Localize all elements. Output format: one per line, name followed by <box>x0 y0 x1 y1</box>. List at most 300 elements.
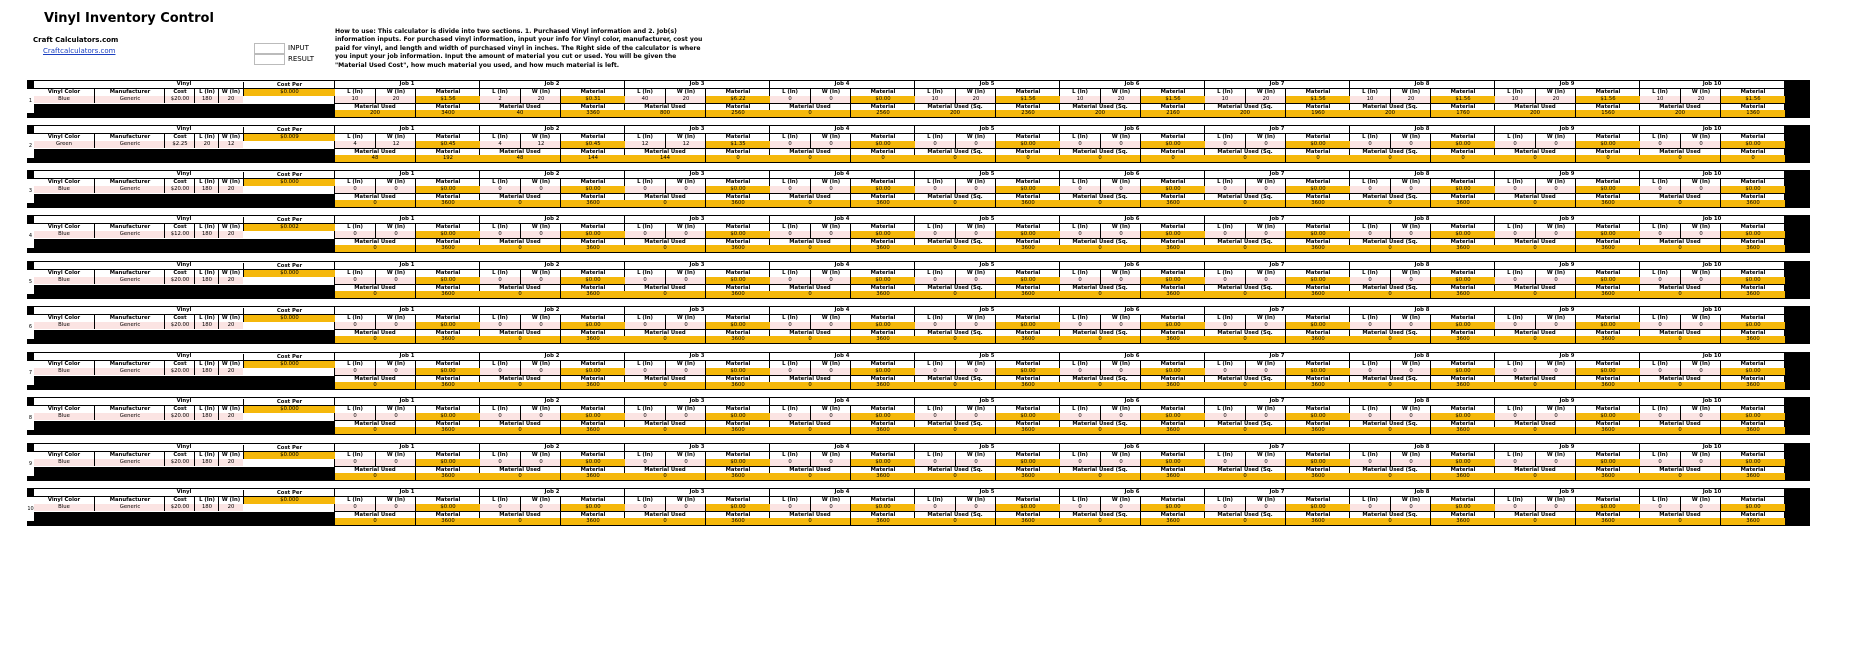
job-length-input[interactable]: 0 <box>915 322 955 329</box>
material-used-value: 0 <box>1640 336 1720 343</box>
material-used-value: 0 <box>915 336 995 343</box>
job-length-input[interactable]: 4 <box>335 141 375 148</box>
cost-input[interactable]: $20.00 <box>164 96 195 103</box>
material-left-label: Material <box>1430 467 1495 473</box>
job-width-input[interactable]: 0 <box>1680 186 1721 193</box>
job-material-label: Material <box>1720 134 1785 141</box>
length-input[interactable]: 180 <box>194 231 219 238</box>
job-length-input[interactable]: 0 <box>915 141 955 148</box>
job-width-input[interactable]: 20 <box>1535 96 1576 103</box>
job-width-input[interactable]: 0 <box>520 186 561 193</box>
job-length-input[interactable]: 0 <box>1060 141 1100 148</box>
job-length-input[interactable]: 4 <box>480 141 520 148</box>
job-header: Job 3 <box>689 126 705 132</box>
job-width-input[interactable]: 0 <box>665 459 706 466</box>
job-length-input[interactable]: 0 <box>1205 186 1245 193</box>
job-width-input[interactable]: 0 <box>1535 186 1576 193</box>
length-input[interactable]: 180 <box>194 504 219 511</box>
job-length-input[interactable]: 0 <box>1495 141 1535 148</box>
job-material-cost: $0.31 <box>560 96 625 103</box>
manufacturer-label: Manufacturer <box>94 497 165 504</box>
length-input[interactable]: 180 <box>194 459 219 466</box>
job-width-input[interactable]: 0 <box>1680 277 1721 284</box>
job-length-input[interactable]: 0 <box>1350 368 1390 375</box>
job-width-input[interactable]: 0 <box>1245 277 1286 284</box>
job-length-input[interactable]: 0 <box>1350 459 1390 466</box>
job-length-input[interactable]: 10 <box>1060 96 1100 103</box>
job-length-input[interactable]: 0 <box>335 277 375 284</box>
width-input[interactable]: 20 <box>218 413 243 420</box>
job-width-input[interactable]: 0 <box>955 277 996 284</box>
vinyl-color-input[interactable]: Blue <box>34 322 94 329</box>
material-left-label: Material <box>1140 330 1205 336</box>
length-input[interactable]: 180 <box>194 277 219 284</box>
job-length-input[interactable]: 0 <box>625 368 665 375</box>
manufacturer-input[interactable]: Generic <box>94 96 165 103</box>
job-width-input[interactable]: 0 <box>1390 368 1431 375</box>
job-width-input[interactable]: 0 <box>665 322 706 329</box>
job-length-input[interactable]: 0 <box>1640 186 1680 193</box>
material-left-label: Material <box>1285 194 1350 200</box>
job-length-input[interactable]: 0 <box>1495 413 1535 420</box>
job-width-input[interactable]: 0 <box>1390 231 1431 238</box>
job-length-input[interactable]: 0 <box>1060 277 1100 284</box>
job-length-input[interactable]: 0 <box>1205 277 1245 284</box>
job-length-input[interactable]: 40 <box>625 96 665 103</box>
job-width-input[interactable]: 0 <box>1390 277 1431 284</box>
width-input[interactable]: 20 <box>218 504 243 511</box>
job-width-input[interactable]: 0 <box>810 96 851 103</box>
job-width-input[interactable]: 0 <box>1390 459 1431 466</box>
job-width-input[interactable]: 0 <box>955 413 996 420</box>
job-length-input[interactable]: 0 <box>1205 368 1245 375</box>
job-width-input[interactable]: 0 <box>1100 368 1141 375</box>
job-length-input[interactable]: 0 <box>480 413 520 420</box>
result-legend-label: RESULT <box>288 55 315 63</box>
material-used-value: 48 <box>335 155 415 162</box>
job-width-input[interactable]: 20 <box>520 96 561 103</box>
job-width-input[interactable]: 0 <box>1245 141 1286 148</box>
job-width-input[interactable]: 0 <box>1535 413 1576 420</box>
cost-input[interactable]: $20.00 <box>164 413 195 420</box>
job-width-input[interactable]: 0 <box>1100 413 1141 420</box>
job-length-input[interactable]: 0 <box>1640 141 1680 148</box>
job-material-cost: $0.00 <box>1430 277 1495 284</box>
job-length-input[interactable]: 0 <box>770 504 810 511</box>
job-length-input[interactable]: 2 <box>480 96 520 103</box>
job-length-input[interactable]: 0 <box>1640 459 1680 466</box>
job-length-input[interactable]: 0 <box>1640 413 1680 420</box>
job-width-input[interactable]: 0 <box>1680 368 1721 375</box>
job-length-input[interactable]: 0 <box>625 459 665 466</box>
job-length-input[interactable]: 0 <box>1205 504 1245 511</box>
manufacturer-input[interactable]: Generic <box>94 368 165 375</box>
job-width-input[interactable]: 0 <box>520 459 561 466</box>
job-length-label: L (In) <box>492 270 508 276</box>
material-used-value: 0 <box>1350 518 1430 525</box>
job-length-input[interactable]: 0 <box>770 186 810 193</box>
job-length-input[interactable]: 0 <box>1060 413 1100 420</box>
job-width-input[interactable]: 0 <box>520 368 561 375</box>
job-width-input[interactable]: 20 <box>665 96 706 103</box>
job-length-input[interactable]: 0 <box>625 231 665 238</box>
job-width-input[interactable]: 0 <box>1535 277 1576 284</box>
job-width-input[interactable]: 0 <box>1100 186 1141 193</box>
job-length-input[interactable]: 0 <box>770 96 810 103</box>
length-input[interactable]: 180 <box>194 413 219 420</box>
length-input[interactable]: 180 <box>194 322 219 329</box>
job-length-input[interactable]: 0 <box>1350 504 1390 511</box>
cost-input[interactable]: $20.00 <box>164 459 195 466</box>
job-width-input[interactable]: 20 <box>1390 96 1431 103</box>
job-length-input[interactable]: 0 <box>480 504 520 511</box>
job-length-input[interactable]: 0 <box>480 368 520 375</box>
vinyl-color-input[interactable]: Blue <box>34 186 94 193</box>
job-length-input[interactable]: 0 <box>770 413 810 420</box>
material-left-label: Material <box>1720 239 1785 245</box>
material-left-label: Material <box>1140 104 1205 110</box>
job-length-input[interactable]: 0 <box>480 277 520 284</box>
job-width-input[interactable]: 0 <box>810 277 851 284</box>
job-width-input[interactable]: 0 <box>1390 413 1431 420</box>
job-width-input[interactable]: 0 <box>1390 504 1431 511</box>
job-width-input[interactable]: 0 <box>1100 277 1141 284</box>
vinyl-color-input[interactable]: Blue <box>34 368 94 375</box>
job-length-input[interactable]: 0 <box>480 322 520 329</box>
length-input[interactable]: 180 <box>194 186 219 193</box>
job-header: Job 9 <box>1559 126 1575 132</box>
material-left-label: Material <box>995 104 1060 110</box>
job-width-input[interactable]: 0 <box>1680 459 1721 466</box>
job-length-input[interactable]: 0 <box>1640 504 1680 511</box>
job-length-input[interactable]: 12 <box>625 141 665 148</box>
job-width-input[interactable]: 20 <box>1100 96 1141 103</box>
job-width-input[interactable]: 0 <box>1680 141 1721 148</box>
job-width-input[interactable]: 0 <box>1100 504 1141 511</box>
job-length-input[interactable]: 10 <box>1350 96 1390 103</box>
job-length-input[interactable]: 0 <box>625 504 665 511</box>
job-length-input[interactable]: 0 <box>1350 413 1390 420</box>
job-width-input[interactable]: 0 <box>955 186 996 193</box>
vinyl-color-label: Vinyl Color <box>47 361 81 367</box>
job-length-input[interactable]: 0 <box>1640 322 1680 329</box>
material-left-label: Material <box>1720 467 1785 473</box>
job-width-input[interactable]: 0 <box>665 186 706 193</box>
job-width-input[interactable]: 0 <box>810 413 851 420</box>
job-length-input[interactable]: 0 <box>915 186 955 193</box>
job-width-label: W (In) <box>1390 134 1431 141</box>
job-8-section <box>1350 171 1494 207</box>
job-width-input[interactable]: 20 <box>375 96 416 103</box>
job-length-input[interactable]: 0 <box>770 322 810 329</box>
vinyl-color-input[interactable]: Blue <box>34 413 94 420</box>
job-width-input[interactable]: 0 <box>955 504 996 511</box>
job-width-input[interactable]: 0 <box>1535 141 1576 148</box>
job-width-input[interactable]: 0 <box>520 322 561 329</box>
vinyl-color-input[interactable]: Blue <box>34 231 94 238</box>
job-length-input[interactable]: 0 <box>1350 141 1390 148</box>
job-width-input[interactable]: 0 <box>810 322 851 329</box>
material-left-label: Material <box>995 421 1060 427</box>
length-label: L (In) <box>194 452 219 459</box>
job-length-input[interactable]: 0 <box>335 322 375 329</box>
job-width-input[interactable]: 0 <box>1390 322 1431 329</box>
job-length-input[interactable]: 0 <box>1205 141 1245 148</box>
job-width-input[interactable]: 0 <box>810 186 851 193</box>
material-used-value: 0 <box>1060 155 1140 162</box>
material-used-label: Material Used <box>354 285 396 291</box>
cost-input[interactable]: $2.25 <box>164 141 195 148</box>
job-width-input[interactable]: 0 <box>1100 141 1141 148</box>
length-input[interactable]: 180 <box>194 368 219 375</box>
width-input[interactable]: 20 <box>218 186 243 193</box>
job-width-input[interactable]: 0 <box>1535 322 1576 329</box>
job-width-input[interactable]: 0 <box>810 459 851 466</box>
material-left-value: 3600 <box>1575 336 1640 343</box>
job-width-input[interactable]: 0 <box>375 368 416 375</box>
job-length-input[interactable]: 0 <box>915 368 955 375</box>
job-length-input[interactable]: 0 <box>1350 186 1390 193</box>
job-width-input[interactable]: 0 <box>1535 368 1576 375</box>
vinyl-color-input[interactable]: Blue <box>34 96 94 103</box>
manufacturer-input[interactable]: Generic <box>94 277 165 284</box>
job-width-input[interactable]: 12 <box>520 141 561 148</box>
job-width-input[interactable]: 20 <box>1245 96 1286 103</box>
job-length-input[interactable]: 0 <box>480 186 520 193</box>
job-width-input[interactable]: 0 <box>1680 231 1721 238</box>
job-width-input[interactable]: 0 <box>810 504 851 511</box>
job-length-input[interactable]: 0 <box>1205 413 1245 420</box>
job-width-input[interactable]: 0 <box>665 368 706 375</box>
job-width-input[interactable]: 0 <box>1390 141 1431 148</box>
manufacturer-input[interactable]: Generic <box>94 231 165 238</box>
job-width-input[interactable]: 0 <box>1535 504 1576 511</box>
job-width-input[interactable]: 0 <box>810 368 851 375</box>
job-length-input[interactable]: 10 <box>1495 96 1535 103</box>
job-width-input[interactable]: 0 <box>375 322 416 329</box>
job-length-input[interactable]: 0 <box>1495 277 1535 284</box>
job-length-input[interactable]: 0 <box>1350 231 1390 238</box>
material-left-label: Material <box>705 149 770 155</box>
width-input[interactable]: 20 <box>218 231 243 238</box>
job-header: Job 6 <box>1124 126 1140 132</box>
job-width-input[interactable]: 0 <box>1535 459 1576 466</box>
material-used-label: Material Used <box>644 512 686 518</box>
job-material-label: Material <box>415 361 480 368</box>
job-length-input[interactable]: 10 <box>915 96 955 103</box>
job-width-input[interactable]: 0 <box>1245 368 1286 375</box>
length-input[interactable]: 20 <box>194 141 219 148</box>
job-width-input[interactable]: 0 <box>1245 231 1286 238</box>
job-length-input[interactable]: 0 <box>625 277 665 284</box>
job-length-input[interactable]: 0 <box>1205 322 1245 329</box>
width-input[interactable]: 20 <box>218 459 243 466</box>
job-length-label: L (In) <box>1362 452 1378 458</box>
job-width-input[interactable]: 0 <box>1680 413 1721 420</box>
job-length-input[interactable]: 10 <box>335 96 375 103</box>
job-width-input[interactable]: 0 <box>1390 186 1431 193</box>
job-length-input[interactable]: 0 <box>1640 368 1680 375</box>
job-width-input[interactable]: 12 <box>665 141 706 148</box>
job-width-input[interactable]: 0 <box>955 459 996 466</box>
job-length-input[interactable]: 0 <box>770 231 810 238</box>
job-length-input[interactable]: 0 <box>1060 459 1100 466</box>
job-length-input[interactable]: 0 <box>480 231 520 238</box>
job-length-input[interactable]: 0 <box>335 368 375 375</box>
job-width-input[interactable]: 0 <box>375 186 416 193</box>
job-width-input[interactable]: 0 <box>1245 186 1286 193</box>
job-length-input[interactable]: 0 <box>1495 504 1535 511</box>
cost-per-label: Cost Per <box>243 172 335 179</box>
job-header: Job 4 <box>834 489 850 495</box>
job-length-input[interactable]: 0 <box>915 413 955 420</box>
job-length-input[interactable]: 0 <box>625 186 665 193</box>
job-width-input[interactable]: 0 <box>1100 459 1141 466</box>
cost-input[interactable]: $20.00 <box>164 277 195 284</box>
job-length-input[interactable]: 0 <box>1495 368 1535 375</box>
job-length-input[interactable]: 0 <box>335 413 375 420</box>
cost-input[interactable]: $20.00 <box>164 186 195 193</box>
width-input[interactable]: 20 <box>218 368 243 375</box>
material-used-value: 0 <box>1640 382 1720 389</box>
manufacturer-input[interactable]: Generic <box>94 141 165 148</box>
cost-input[interactable]: $12.00 <box>164 231 195 238</box>
vinyl-color-input[interactable]: Blue <box>34 277 94 284</box>
job-width-input[interactable]: 0 <box>955 322 996 329</box>
job-length-input[interactable]: 0 <box>335 459 375 466</box>
job-width-input[interactable]: 0 <box>1535 231 1576 238</box>
cost-input[interactable]: $20.00 <box>164 322 195 329</box>
job-width-input[interactable]: 0 <box>1245 504 1286 511</box>
length-input[interactable]: 180 <box>194 96 219 103</box>
job-length-input[interactable]: 0 <box>770 277 810 284</box>
manufacturer-input[interactable]: Generic <box>94 413 165 420</box>
job-width-input[interactable]: 0 <box>375 413 416 420</box>
job-length-input[interactable]: 0 <box>915 231 955 238</box>
job-width-input[interactable]: 20 <box>1680 96 1721 103</box>
job-width-input[interactable]: 0 <box>665 504 706 511</box>
job-width-input[interactable]: 0 <box>375 231 416 238</box>
manufacturer-input[interactable]: Generic <box>94 459 165 466</box>
manufacturer-input[interactable]: Generic <box>94 186 165 193</box>
job-width-input[interactable]: 0 <box>375 504 416 511</box>
job-length-input[interactable]: 0 <box>1205 231 1245 238</box>
job-length-input[interactable]: 0 <box>480 459 520 466</box>
material-left-value: 3600 <box>1575 245 1640 252</box>
job-length-input[interactable]: 0 <box>1205 459 1245 466</box>
width-input[interactable]: 20 <box>218 322 243 329</box>
job-length-input[interactable]: 0 <box>1495 186 1535 193</box>
job-width-input[interactable]: 12 <box>375 141 416 148</box>
job-length-input[interactable]: 0 <box>1350 277 1390 284</box>
job-width-input[interactable]: 0 <box>955 231 996 238</box>
job-width-input[interactable]: 0 <box>1680 504 1721 511</box>
job-width-input[interactable]: 0 <box>665 231 706 238</box>
material-used-value: 144 <box>625 155 705 162</box>
job-width-input[interactable]: 0 <box>1100 322 1141 329</box>
job-length-input[interactable]: 0 <box>1495 231 1535 238</box>
job-width-input[interactable]: 0 <box>810 141 851 148</box>
row-number: 9 <box>27 452 34 476</box>
job-length-label: L (In) <box>1652 406 1668 412</box>
job-length-input[interactable]: 0 <box>1495 459 1535 466</box>
job-width-input[interactable]: 0 <box>375 277 416 284</box>
width-input[interactable]: 20 <box>218 96 243 103</box>
cost-input[interactable]: $20.00 <box>164 368 195 375</box>
job-length-input[interactable]: 0 <box>1350 322 1390 329</box>
job-length-input[interactable]: 0 <box>625 322 665 329</box>
material-left-label: Material <box>415 467 480 473</box>
width-input[interactable]: 12 <box>218 141 243 148</box>
job-length-input[interactable]: 0 <box>1060 186 1100 193</box>
vinyl-color-input[interactable]: Blue <box>34 459 94 466</box>
job-length-input[interactable]: 10 <box>1640 96 1680 103</box>
material-used-label: Material Used (Sq. <box>1362 467 1418 473</box>
brand-link[interactable]: Craftcalculators.com <box>43 47 116 55</box>
job-width-input[interactable]: 0 <box>1100 231 1141 238</box>
job-8-section <box>1350 126 1494 162</box>
job-width-input[interactable]: 0 <box>520 231 561 238</box>
vinyl-color-input[interactable]: Blue <box>34 504 94 511</box>
job-length-input[interactable]: 0 <box>335 231 375 238</box>
job-length-input[interactable]: 0 <box>915 504 955 511</box>
job-length-input[interactable]: 0 <box>1060 368 1100 375</box>
job-length-input[interactable]: 0 <box>915 459 955 466</box>
material-used-label: Material Used <box>1514 467 1556 473</box>
job-length-input[interactable]: 0 <box>1060 504 1100 511</box>
job-width-input[interactable]: 0 <box>1245 413 1286 420</box>
job-width-input[interactable]: 0 <box>1245 322 1286 329</box>
job-length-input[interactable]: 0 <box>335 504 375 511</box>
job-length-input[interactable]: 0 <box>625 413 665 420</box>
job-width-input[interactable]: 0 <box>520 277 561 284</box>
job-length-input[interactable]: 0 <box>1495 322 1535 329</box>
job-length-input[interactable]: 0 <box>1060 322 1100 329</box>
material-left-value: 3600 <box>1140 427 1205 434</box>
job-length-input[interactable]: 10 <box>1205 96 1245 103</box>
job-length-label: L (In) <box>782 315 798 321</box>
job-width-input[interactable]: 0 <box>375 459 416 466</box>
job-width-input[interactable]: 0 <box>1245 459 1286 466</box>
cost-label: Cost <box>164 452 195 459</box>
job-width-input[interactable]: 0 <box>520 504 561 511</box>
job-length-input[interactable]: 0 <box>770 141 810 148</box>
job-length-input[interactable]: 0 <box>1640 277 1680 284</box>
job-length-input[interactable]: 0 <box>1640 231 1680 238</box>
job-width-input[interactable]: 20 <box>955 96 996 103</box>
manufacturer-input[interactable]: Generic <box>94 322 165 329</box>
manufacturer-input[interactable]: Generic <box>94 504 165 511</box>
job-length-input[interactable]: 0 <box>770 459 810 466</box>
job-width-input[interactable]: 0 <box>1680 322 1721 329</box>
job-material-cost: $0.00 <box>1430 231 1495 238</box>
job-width-input[interactable]: 0 <box>665 277 706 284</box>
job-length-input[interactable]: 0 <box>335 186 375 193</box>
job-header: Job 1 <box>399 489 415 495</box>
job-material-cost: $0.00 <box>1285 141 1350 148</box>
cost-input[interactable]: $20.00 <box>164 504 195 511</box>
job-length-input[interactable]: 0 <box>770 368 810 375</box>
width-input[interactable]: 20 <box>218 277 243 284</box>
job-width-input[interactable]: 0 <box>520 413 561 420</box>
job-length-input[interactable]: 0 <box>915 277 955 284</box>
job-width-input[interactable]: 0 <box>810 231 851 238</box>
job-width-input[interactable]: 0 <box>955 368 996 375</box>
job-width-input[interactable]: 0 <box>665 413 706 420</box>
job-width-input[interactable]: 0 <box>955 141 996 148</box>
vinyl-color-input[interactable]: Green <box>34 141 94 148</box>
job-length-input[interactable]: 0 <box>1060 231 1100 238</box>
